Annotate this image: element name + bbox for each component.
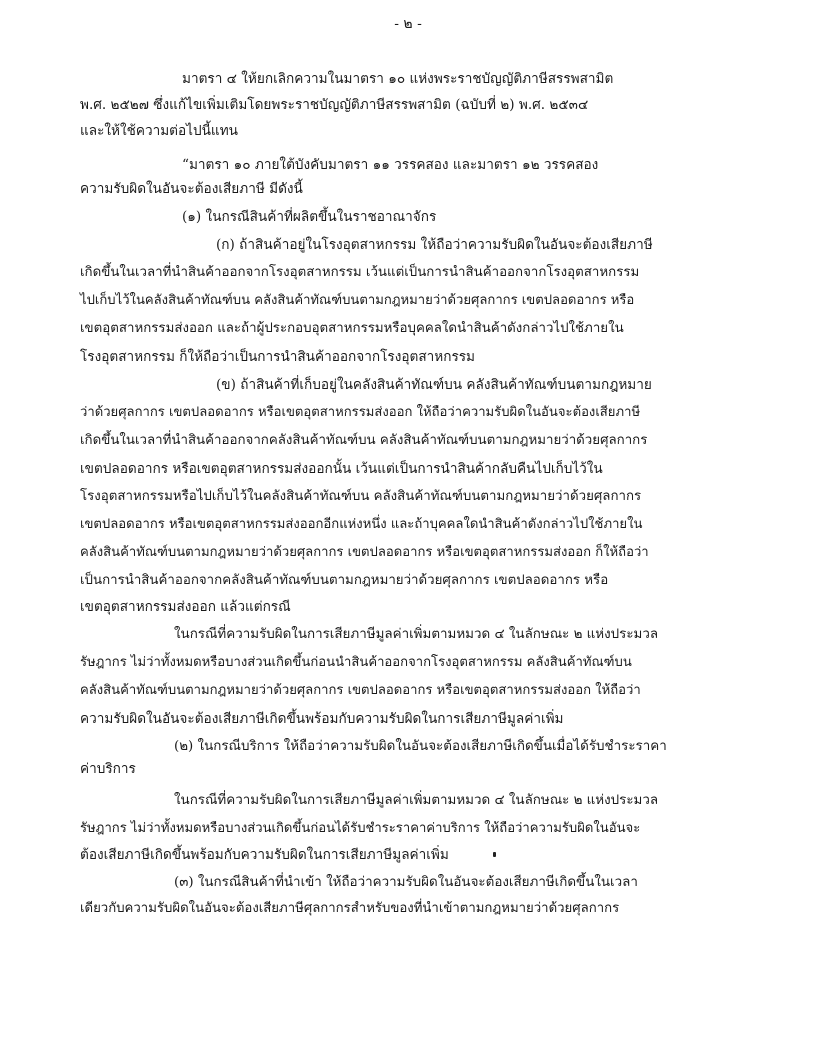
- scan-mark: [493, 852, 496, 857]
- text-line: (ข) ถ้าสินค้าที่เก็บอยู่ในคลังสินค้าทัณฑ์บน คลังสินค้าทัณฑ์บนตามกฎหมาย: [216, 377, 652, 393]
- text-line: ค่าบริการ: [80, 761, 136, 777]
- text-line: เขตปลอดอากร หรือเขตอุตสาหกรรมส่งออกนั้น เว้นแต่เป็นการนำสินค้ากลับคืนไปเก็บไว้ใน: [80, 461, 603, 477]
- text-line: เขตปลอดอากร หรือเขตอุตสาหกรรมส่งออกอีกแห่งหนึ่ง และถ้าบุคคลใดนำสินค้าดังกล่าวไปใช้ภายใน: [80, 517, 643, 532]
- text-line: โรงอุตสาหกรรม ก็ให้ถือว่าเป็นการนำสินค้าออกจากโรงอุตสาหกรรม: [80, 349, 476, 365]
- text-line: เขตอุตสาหกรรมส่งออก แล้วแต่กรณี: [80, 599, 291, 615]
- text-line: คลังสินค้าทัณฑ์บนตามกฎหมายว่าด้วยศุลกากร เขตปลอดอากร หรือเขตอุตสาหกรรมส่งออก ก็ให้ถือว่า: [80, 545, 649, 560]
- text-line: มาตรา ๔ ให้ยกเลิกความในมาตรา ๑๐ แห่งพระราชบัญญัติภาษีสรรพสามิต: [182, 71, 614, 87]
- text-line: เกิดขึ้นในเวลาที่นำสินค้าออกจากคลังสินค้าทัณฑ์บน คลังสินค้าทัณฑ์บนตามกฎหมายว่าด้วยศุลกากร: [80, 433, 648, 448]
- text-line: ความรับผิดในอันจะต้องเสียภาษีเกิดขึ้นพร้อมกับความรับผิดในการเสียภาษีมูลค่าเพิ่ม: [80, 711, 564, 727]
- text-line: ต้องเสียภาษีเกิดขึ้นพร้อมกับความรับผิดในการเสียภาษีมูลค่าเพิ่ม: [80, 847, 449, 863]
- text-line: พ.ศ. ๒๕๒๗ ซึ่งแก้ไขเพิ่มเติมโดยพระราชบัญญัติภาษีสรรพสามิต (ฉบับที่ ๒) พ.ศ. ๒๕๓๔: [80, 97, 589, 113]
- page-number: - ๒ -: [394, 16, 422, 32]
- text-line: (๒) ในกรณีบริการ ให้ถือว่าความรับผิดในอันจะต้องเสียภาษีเกิดขึ้นเมื่อได้รับชำระราคา: [174, 739, 667, 754]
- text-line: คลังสินค้าทัณฑ์บนตามกฎหมายว่าด้วยศุลกากร เขตปลอดอากร หรือเขตอุตสาหกรรมส่งออก ให้ถือว่า: [80, 683, 641, 698]
- text-line: “มาตรา ๑๐ ภายใต้บังคับมาตรา ๑๑ วรรคสอง และมาตรา ๑๒ วรรคสอง: [182, 157, 599, 173]
- text-line: เกิดขึ้นในเวลาที่นำสินค้าออกจากโรงอุตสาหกรรม เว้นแต่เป็นการนำสินค้าออกจากโรงอุตสาหกรรม: [80, 265, 640, 280]
- text-line: (๓) ในกรณีสินค้าที่นำเข้า ให้ถือว่าความรับผิดในอันจะต้องเสียภาษีเกิดขึ้นในเวลา: [174, 875, 638, 890]
- text-line: รัษฎากร ไม่ว่าทั้งหมดหรือบางส่วนเกิดขึ้นก่อนได้รับชำระราคาค่าบริการ ให้ถือว่าความรับผิดในอันจะ: [80, 821, 641, 836]
- text-line: เดียวกับความรับผิดในอันจะต้องเสียภาษีศุลกากรสำหรับของที่นำเข้าตามกฎหมายว่าด้วยศุลกากร: [80, 901, 620, 916]
- text-line: ในกรณีที่ความรับผิดในการเสียภาษีมูลค่าเพิ่มตามหมวด ๔ ในลักษณะ ๒ แห่งประมวล: [174, 627, 659, 642]
- text-line: ในกรณีที่ความรับผิดในการเสียภาษีมูลค่าเพิ่มตามหมวด ๔ ในลักษณะ ๒ แห่งประมวล: [174, 793, 659, 808]
- text-line: โรงอุตสาหกรรมหรือไปเก็บไว้ในคลังสินค้าทัณฑ์บน คลังสินค้าทัณฑ์บนตามกฎหมายว่าด้วยศุลกากร: [80, 489, 642, 504]
- text-line: (๑) ในกรณีสินค้าที่ผลิตขึ้นในราชอาณาจักร: [182, 209, 437, 225]
- text-line: และให้ใช้ความต่อไปนี้แทน: [80, 123, 238, 139]
- text-line: ไปเก็บไว้ในคลังสินค้าทัณฑ์บน คลังสินค้าทัณฑ์บนตามกฎหมายว่าด้วยศุลกากร เขตปลอดอากร หรือ: [80, 293, 635, 308]
- text-line: เขตอุตสาหกรรมส่งออก และถ้าผู้ประกอบอุตสาหกรรมหรือบุคคลใดนำสินค้าดังกล่าวไปใช้ภายใน: [80, 321, 624, 336]
- text-line: ว่าด้วยศุลกากร เขตปลอดอากร หรือเขตอุตสาหกรรมส่งออก ให้ถือว่าความรับผิดในอันจะต้องเสียภาษี: [80, 405, 641, 420]
- text-line: เป็นการนำสินค้าออกจากคลังสินค้าทัณฑ์บนตามกฎหมายว่าด้วยศุลกากร เขตปลอดอากร หรือ: [80, 573, 609, 588]
- text-line: รัษฎากร ไม่ว่าทั้งหมดหรือบางส่วนเกิดขึ้นก่อนนำสินค้าออกจากโรงอุตสาหกรรม คลังสินค้าทัณฑ์บน: [80, 655, 632, 670]
- text-line: ความรับผิดในอันจะต้องเสียภาษี มีดังนี้: [80, 181, 303, 197]
- text-line: (ก) ถ้าสินค้าอยู่ในโรงอุตสาหกรรม ให้ถือว่าความรับผิดในอันจะต้องเสียภาษี: [216, 237, 653, 253]
